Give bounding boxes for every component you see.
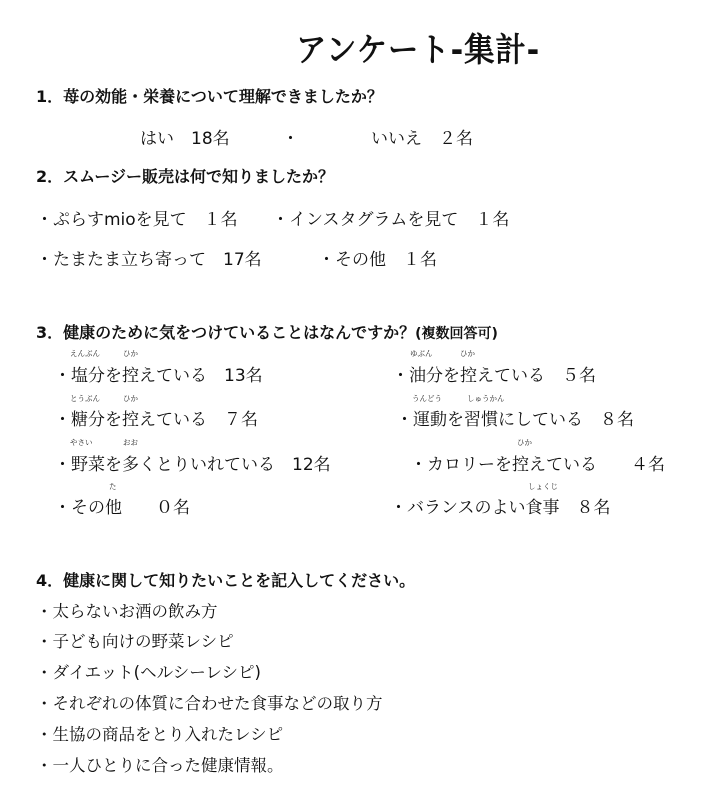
q2-answer-plusmio: ・ぷらすmioを見て １名	[36, 210, 238, 230]
ruby-hika: ひか	[123, 349, 138, 358]
ruby-enbun: えんぶん	[70, 349, 100, 358]
q4-item-personal-health-info: ・一人ひとりに合った健康情報。	[36, 756, 284, 775]
q3-item-salt: ・塩分を控えている 13名	[54, 366, 263, 386]
page-title: アンケート-集計-	[296, 30, 541, 69]
ruby-hika: ひか	[517, 438, 532, 447]
ruby-shokuji: しょくじ	[528, 482, 558, 491]
q3-item-sugar: ・糖分を控えている ７名	[54, 410, 258, 430]
question-1-heading: 1．苺の効能・栄養について理解できましたか？	[36, 87, 383, 106]
ruby-hika: ひか	[460, 349, 475, 358]
q4-item-constitution-meal: ・それぞれの体質に合わせた食事などの取り方	[36, 694, 383, 713]
q4-item-alcohol: ・太らないお酒の飲み方	[36, 602, 218, 621]
q3-item-calorie: ・カロリーを控えている ４名	[410, 455, 665, 475]
question-3-heading	[36, 320, 498, 343]
q4-item-coop-recipe: ・生協の商品をとり入れたレシピ	[36, 725, 284, 744]
q1-separator-bullet: ・	[282, 129, 299, 149]
ruby-shuukan: しゅうかん	[467, 394, 505, 403]
ruby-ta: た	[109, 482, 117, 491]
q2-answer-walk-in: ・たまたま立ち寄って 17名	[36, 250, 262, 270]
q1-answer-no: いいえ ２名	[371, 129, 473, 149]
question-4-heading: 4．健康に関して知りたいことを記入してください。	[36, 571, 416, 590]
ruby-undou: うんどう	[412, 394, 442, 403]
q3-item-balanced-meal: ・バランスのよい食事 ８名	[390, 498, 611, 518]
question-3-text: 3．健康のために気をつけていることはなんですか？	[36, 323, 416, 342]
question-3-note: (複数回答可)	[415, 326, 498, 342]
q4-item-diet: ・ダイエット(ヘルシーレシピ)	[36, 663, 261, 682]
q3-item-other: ・その他 ０名	[54, 498, 190, 518]
q1-answer-yes: はい 18名	[140, 129, 230, 149]
q3-item-exercise: ・運動を習慣にしている ８名	[396, 410, 634, 430]
ruby-yubun: ゆぶん	[410, 349, 433, 358]
ruby-yasai: やさい	[70, 438, 93, 447]
ruby-toubun: とうぶん	[70, 394, 100, 403]
q3-item-vegetables: ・野菜を多くとりいれている 12名	[54, 455, 331, 475]
ruby-hika: ひか	[123, 394, 138, 403]
q3-item-oil: ・油分を控えている ５名	[392, 366, 596, 386]
ruby-oo: おお	[123, 438, 138, 447]
q2-answer-instagram: ・インスタグラムを見て １名	[272, 210, 510, 230]
q4-item-kids-veg-recipe: ・子ども向けの野菜レシピ	[36, 632, 234, 651]
question-2-heading: 2．スムージー販売は何で知りましたか？	[36, 167, 335, 186]
q2-answer-other: ・その他 １名	[318, 250, 437, 270]
